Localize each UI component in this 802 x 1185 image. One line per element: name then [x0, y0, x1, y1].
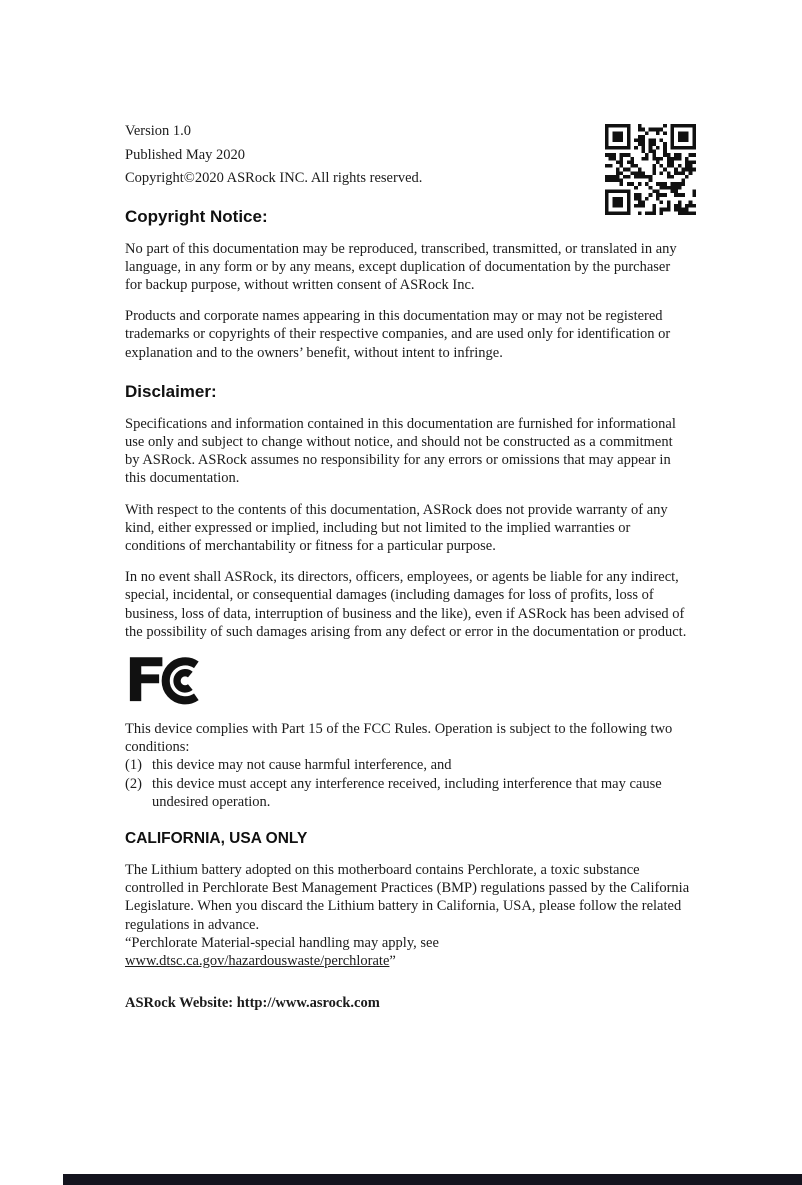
california-quote: [125, 934, 690, 970]
fcc-statement: [125, 720, 690, 811]
fcc-intro: This device complies with Part 15 of the FCC Rules. Operation is subject to the following two conditions:: [125, 720, 673, 756]
version-line: Version 1.0: [125, 123, 192, 139]
fcc-condition-1-number: (1): [125, 757, 142, 774]
california-quote-suffix: ”: [389, 952, 396, 969]
california-heading: CALIFORNIA, USA ONLY: [125, 829, 308, 847]
fcc-logo-graphic: [125, 654, 210, 706]
page-content: [125, 120, 690, 1012]
copyright-notice-para-2: Products and corporate names appearing in this documentation may or may not be registered trademarks or copyrights of their respective companies, and are used only for identification or explanation and to the owners’ benefit, without intent to infringe.: [125, 308, 671, 361]
disclaimer-heading: Disclaimer:: [125, 381, 217, 401]
copyright-notice-para-1: No part of this documentation may be reproduced, transcribed, transmitted, or translated in any language, in any form or by any means, except duplication of documentation by the purchaser for backup purpose, without written consent of ASRock Inc.: [125, 240, 677, 293]
california-quote-prefix: “Perchlorate Material-special handling may apply, see: [125, 934, 439, 951]
fcc-condition-2-text: this device must accept any interference received, including interference that may cause undesired operation.: [152, 775, 662, 810]
fcc-condition-2-number: (2): [125, 775, 142, 792]
footer-bar: [63, 1174, 802, 1185]
california-para: The Lithium battery adopted on this motherboard contains Perchlorate, a toxic substance controlled in Perchlorate Best Management Practices (BMP) regulations passed by the California Legislature. When you discard the Lithium battery in California, USA, please follow the related regulations in advance.: [125, 861, 690, 933]
perchlorate-link[interactable]: www.dtsc.ca.gov/hazardouswaste/perchlorate: [125, 952, 390, 969]
copyright-notice-heading: Copyright Notice:: [125, 206, 268, 226]
disclaimer-para-1: Specifications and information contained in this documentation are furnished for informational use only and subject to change without notice, and should not be constructed as a commitment by ASRock. ASRock assumes no responsibility for any errors or omissions that may appear in this documentation.: [125, 415, 676, 487]
fcc-condition-2: [125, 775, 690, 811]
disclaimer-para-3: In no event shall ASRock, its directors, officers, employees, or agents be liable for any indirect, special, incidental, or consequential damages (including damages for loss of profits, loss of business, loss of data, interruption of business and the like), even if ASRock has been advised of the possibility of such damages arising from any defect or error in the documentation or product.: [125, 569, 687, 640]
published-line: Published May 2020: [125, 146, 246, 163]
fcc-condition-1-text: this device may not cause harmful interference, and: [152, 757, 452, 774]
fcc-logo: [125, 654, 690, 706]
fcc-condition-1: [125, 756, 690, 774]
disclaimer-para-2: With respect to the contents of this documentation, ASRock does not provide warranty of any kind, either expressed or implied, including but not limited to the implied warranties or conditions of merchantability or fitness for a particular purpose.: [125, 501, 668, 554]
asrock-website-line: ASRock Website: http://www.asrock.com: [125, 995, 380, 1012]
copyright-line: Copyright©2020 ASRock INC. All rights reserved.: [125, 170, 423, 186]
